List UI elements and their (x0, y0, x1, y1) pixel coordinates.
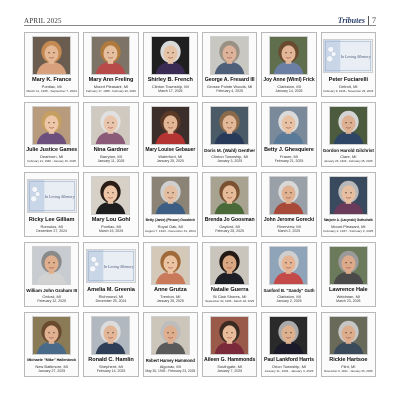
placeholder-caption: In Loving Memory (44, 193, 75, 199)
obituary-card[interactable] (24, 172, 79, 237)
section-title: Tributes (337, 16, 365, 25)
obituary-card[interactable] (83, 172, 138, 237)
life-dates: February 4, 2025 (216, 89, 243, 93)
life-dates: August 7, 1943 - December 31, 2024 (144, 229, 196, 233)
residence: Clinton Township, MI (211, 154, 249, 159)
portrait-photo (329, 246, 368, 285)
memorial-placeholder-image (27, 179, 77, 213)
life-dates: January 11, 2025 (97, 159, 125, 163)
residence: Trenton, MI (160, 294, 181, 299)
portrait-photo (210, 176, 249, 215)
life-dates: January 26, 1933 - February 25, 2025 (324, 159, 373, 163)
deceased-name: Marjorie A. (Lacynski) Gottschalk (323, 218, 373, 222)
residence: Detroit, MI (339, 84, 358, 89)
obituary-card[interactable] (24, 312, 79, 377)
memorial-placeholder-image (86, 249, 136, 283)
portrait-photo (269, 176, 308, 215)
portrait-photo (32, 36, 71, 75)
obituary-card[interactable] (202, 102, 257, 167)
residence: Mount Pleasant, MI (331, 224, 366, 229)
portrait-photo (151, 316, 190, 355)
deceased-name: Mary K. France (31, 77, 72, 83)
obituary-card[interactable] (321, 102, 376, 167)
deceased-name: Lawrence Hale (329, 287, 368, 293)
residence: Mount Pleasant, MI (93, 84, 129, 89)
life-dates: September 30, 1966 - March 18, 2025 (205, 299, 255, 303)
residence: Riverview, MI (277, 224, 301, 229)
obituary-card[interactable] (83, 312, 138, 377)
life-dates: January 25, 2025 (156, 159, 184, 163)
life-dates: February 17, 1958 - February 20, 2025 (86, 89, 136, 93)
residence: Royal Oak, MI (157, 224, 183, 229)
deceased-name: Peter Fuciarelli (328, 77, 368, 83)
obituary-card[interactable] (24, 102, 79, 167)
obituary-card[interactable] (24, 242, 79, 307)
residence: Clarkston, MI (277, 294, 301, 299)
placeholder-caption: In Loving Memory (103, 263, 134, 269)
obituary-card[interactable] (202, 32, 257, 97)
header-rule (24, 25, 376, 26)
page-header (24, 8, 376, 30)
deceased-name: Mary Lou Gohl (91, 217, 131, 223)
residence: Fraser, MI (279, 154, 298, 159)
portrait-photo (269, 246, 308, 285)
life-dates: February 2, 1937 - February 2, 2025 (323, 229, 374, 233)
obituary-card[interactable] (202, 312, 257, 377)
life-dates: February 9, 1946 - November 29, 2024 (323, 89, 374, 93)
portrait-photo (151, 176, 190, 215)
deceased-name: Robert Harvey Hammond (145, 358, 195, 363)
header-divider (368, 16, 369, 25)
deceased-name: Brenda Jo Goosman (204, 217, 255, 223)
section-marker (338, 16, 376, 25)
obituary-card[interactable] (24, 32, 79, 97)
life-dates: March 19, 2025 (98, 229, 124, 233)
portrait-photo (32, 246, 71, 285)
deceased-name: William John Graham III (26, 288, 78, 293)
life-dates: January 7, 2025 (217, 369, 243, 373)
deceased-name: Mary Ann Freling (88, 77, 134, 83)
portrait-photo (269, 36, 308, 75)
memorial-placeholder-image (323, 39, 373, 73)
obituary-card[interactable] (143, 242, 198, 307)
portrait-photo (210, 246, 249, 285)
obituary-card[interactable] (321, 32, 376, 97)
life-dates: January 27, 2025 (38, 369, 66, 373)
obituary-card[interactable] (321, 312, 376, 377)
residence: Oxford, MI (42, 294, 61, 299)
obituary-card[interactable] (261, 312, 316, 377)
obituary-card[interactable] (261, 242, 316, 307)
obituary-card[interactable] (261, 102, 316, 167)
issue-date: APRIL 2025 (24, 17, 62, 25)
deceased-name: Rickie Hartsoe (329, 357, 368, 363)
life-dates: March 23, 2025 (336, 299, 361, 303)
residence: Clare, MI (340, 154, 357, 159)
portrait-photo (32, 106, 71, 145)
life-dates: February 21, 2025 (274, 159, 304, 163)
residence: Pontiac, MI (100, 224, 121, 229)
deceased-name: Betty J. Ghesquiere (264, 147, 314, 153)
residence: Algonac, MI (159, 364, 181, 369)
deceased-name: Gordon Harold Gilchrist (322, 148, 374, 153)
deceased-name: Michaele "Mike" Hallenbeck (27, 358, 77, 362)
obituary-card[interactable] (83, 242, 138, 307)
deceased-name: Julie Justice Games (26, 147, 78, 153)
residence: Shepherd, MI (98, 364, 123, 369)
obituary-card[interactable] (261, 172, 316, 237)
residence: Pontiac, MI (41, 84, 62, 89)
deceased-name: Shirley B. French (147, 77, 193, 83)
page-number: 7 (372, 16, 376, 25)
obituary-card[interactable] (83, 102, 138, 167)
placeholder-caption: In Loving Memory (341, 53, 371, 59)
life-dates: May 30, 1949 - February 23, 2025 (145, 369, 196, 373)
portrait-photo (210, 36, 249, 75)
life-dates: December 25, 2024 (95, 299, 127, 303)
deceased-name: Amelia M. Greenia (87, 287, 135, 293)
residence: Barryton, MI (100, 154, 122, 159)
residence: Waterford, MI (158, 154, 183, 159)
life-dates: January 14, 2025 (275, 89, 303, 93)
deceased-name: Aileen G. Hammonds (204, 357, 256, 363)
deceased-name: John Jerome Gorecki (263, 217, 315, 223)
life-dates: March 11, 1935 - September 7, 2024 (26, 89, 77, 93)
life-dates: January 3, 2025 (217, 159, 243, 163)
portrait-photo (91, 106, 130, 145)
residence: Richmond, MI (98, 294, 124, 299)
obituary-grid (24, 32, 376, 377)
life-dates: February 21, 1960 - January 16, 2025 (27, 159, 76, 163)
portrait-photo (210, 106, 249, 145)
life-dates: January 2, 2025 (276, 299, 302, 303)
residence: Grosse Pointe Woods, MI (206, 84, 253, 89)
deceased-name: Anne Grutza (153, 287, 187, 293)
obituary-card[interactable] (143, 312, 198, 377)
deceased-name: Natalie Guerra (210, 287, 249, 293)
portrait-photo (210, 316, 249, 355)
life-dates: November 9, 1941 - January 25, 2025 (323, 369, 373, 373)
residence: Gaylord, MI (219, 224, 240, 229)
deceased-name: Ronald C. Hamlin (88, 357, 134, 363)
residence: Flint, MI (341, 364, 356, 369)
portrait-photo (329, 176, 368, 215)
portrait-photo (151, 106, 190, 145)
deceased-name: Paul Lankford Harris (263, 357, 314, 363)
portrait-photo (329, 316, 368, 355)
life-dates: March 2, 2025 (277, 229, 301, 233)
obituary-card[interactable] (321, 172, 376, 237)
obituary-card[interactable] (83, 32, 138, 97)
residence: St Clair Shores, MI (212, 294, 247, 299)
deceased-name: Sanford B. "Sandy" Guth (263, 288, 315, 293)
portrait-photo (32, 316, 71, 355)
life-dates: February 25, 2025 (215, 229, 244, 233)
deceased-name: Betty (Janie) (Pinson) Goodrich (145, 218, 195, 222)
portrait-photo (269, 106, 308, 145)
residence: Orion Township, MI (271, 364, 307, 369)
obituary-card[interactable] (143, 32, 198, 97)
portrait-photo (151, 246, 190, 285)
deceased-name: Mary Louise Gebauer (145, 147, 196, 153)
life-dates: December 27, 2024 (36, 229, 68, 233)
deceased-name: Nina Gardner (93, 147, 129, 153)
life-dates: February 12, 2025 (37, 299, 66, 303)
residence: Dearborn, MI (39, 154, 64, 159)
deceased-name: Joy Anne (Wiml) Frick (263, 77, 315, 83)
obituary-card[interactable] (261, 32, 316, 97)
portrait-photo (269, 316, 308, 355)
deceased-name: George A. Fresard III (204, 77, 255, 83)
obituary-card[interactable] (143, 172, 198, 237)
deceased-name: Doris M. (Wahl) Genther (204, 148, 256, 153)
obituary-card[interactable] (202, 172, 257, 237)
life-dates: January 25, 2025 (156, 299, 184, 303)
life-dates: February 14, 2025 (96, 369, 126, 373)
residence: Southgate, MI (217, 364, 243, 369)
deceased-name: Ricky Lee Gilliam (28, 217, 75, 223)
portrait-photo (151, 36, 190, 75)
obituary-card[interactable] (321, 242, 376, 307)
residence: New Baltimore, MI (35, 364, 68, 369)
portrait-photo (91, 316, 130, 355)
obituary-card[interactable] (143, 102, 198, 167)
obituary-card[interactable] (202, 242, 257, 307)
portrait-photo (91, 36, 130, 75)
residence: Clarkston, MI (277, 84, 301, 89)
portrait-photo (329, 106, 368, 145)
life-dates: January 11, 1934 - January 3, 2025 (264, 369, 314, 373)
portrait-photo (91, 176, 130, 215)
residence: Romulus, MI (40, 224, 63, 229)
residence: Clinton Township, MI (151, 84, 189, 89)
life-dates: March 17, 2025 (158, 89, 183, 93)
residence: Weidman, MI (336, 294, 361, 299)
